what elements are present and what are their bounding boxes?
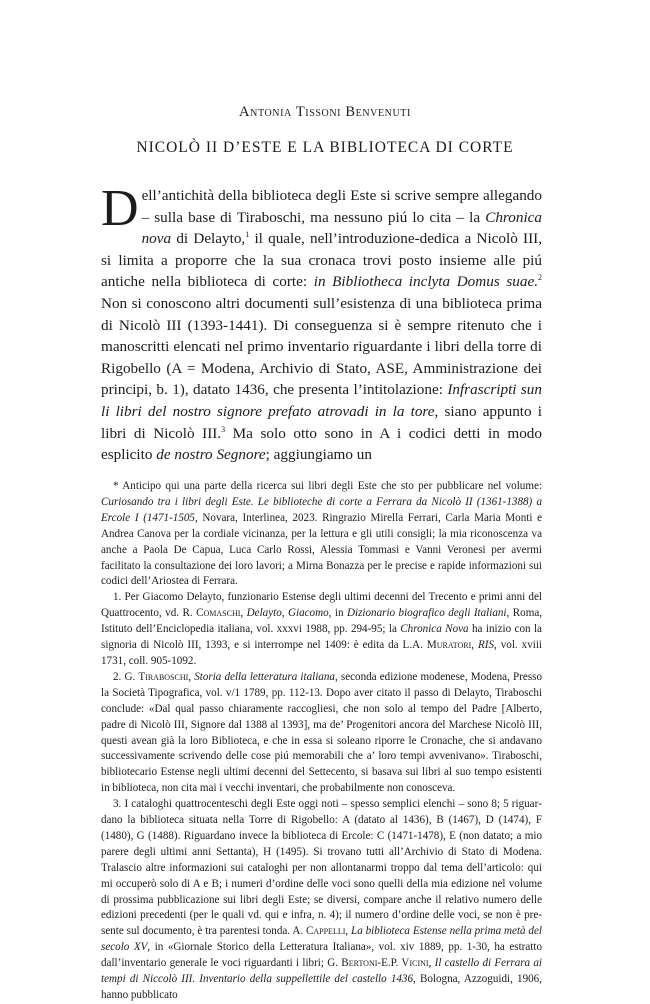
footnote-author: Comaschi <box>196 607 241 620</box>
footnotes <box>101 479 542 1004</box>
body-italic-segment: Infrascripti sun li libri del nostro signore prefato atrovadi in la tore, <box>101 381 542 420</box>
footnote-text: * Anticipo qui una parte della ricerca sui libri degli Este che sto per pubblicare nel volume: <box>113 480 542 492</box>
footnote-italic: RIS <box>477 639 495 652</box>
body-italic-segment: in Bibliotheca inclyta Domus suae. <box>313 273 539 291</box>
footnote-text: 2. G. <box>113 670 139 683</box>
footnote-star <box>101 479 542 590</box>
footnote-italic: Storia della letteratura italiana <box>194 670 335 683</box>
body-text-segment: ; aggiungiamo un <box>265 446 372 464</box>
body-italic-segment: de nostro Segnore <box>156 446 266 464</box>
author-name: Antonia Tissoni Benvenuti <box>239 104 411 120</box>
footnote-text: , Bologna, Azzoguidi, 1906, hanno pubblicato <box>101 973 542 1001</box>
article-title: NICOLÒ II D’ESTE E LA BIBLIOTECA DI CORTE <box>136 139 514 156</box>
body-text-segment: siano appunto i libri di Nicolò III. <box>101 402 542 442</box>
footnote-2 <box>101 670 542 797</box>
footnote-text: 3. I cataloghi quattrocenteschi degli Este oggi noti – spesso semplici elenchi – sono 8; 5 riguardano la biblioteca situata nella Torre di Rigobello: A (datato al 1436), B (1467), D (1474), F (1480), G (1488). Riguardano invece la biblioteca di Ercole: C (1471-1478), E (non datato; a mio parere degli ultimi anni Settanta), H (1495). Si trovano tutti all’Archivio di Stato di Modena. Tralascio altre informazioni sui cataloghi per non allontanarmi troppo dal tema dell’articolo: qui mi occuperò solo di A e B; i numeri d’ordine delle voci sono quelli della mia edizione nel volume di prossima pubblicazione sui libri degli Este; se diversi, compare anche il relativo numero delle edizioni precedenti (per le quali vd. qui e infra, n. 4); il numero d’ordine delle voci, se non è presente sul documento, è tra parentesi tonda. A. <box>101 798 542 938</box>
footnote-text: , <box>428 957 435 970</box>
main-paragraph <box>101 180 543 466</box>
drop-cap: D <box>101 180 139 237</box>
footnote-italic: La biblioteca Estense nella prima metà del secolo XV <box>101 925 542 954</box>
body-text-segment: il quale, nell’introduzione-dedica a Nicolò III, si limita a proporre che la sua cronaca trovi posto insieme alle piú antiche nella biblioteca di corte: <box>101 230 543 291</box>
footnote-author: Muratori <box>426 639 472 652</box>
footnote-text: , <box>345 925 352 938</box>
footnote-text: , <box>188 670 195 683</box>
footnote-italic: Dizionario biografico degli Italiani <box>347 607 507 620</box>
footnote-text: , in <box>328 607 347 620</box>
footnote-author: Bertoni-E.P. Vicini <box>341 957 429 970</box>
footnote-text: , vol. xviii 1731, coll. 905-1092. <box>101 639 542 667</box>
footnote-text: , Roma, Istituto dell’Enciclopedia italiana, vol. xxxvi 1988, pp. 294-95; la <box>101 607 543 636</box>
body-italic-segment: Chronica nova <box>141 208 542 248</box>
footnote-ref-3[interactable]: 3 <box>221 424 226 434</box>
footnote-1 <box>101 590 542 670</box>
body-text-segment: Non si conoscono altri documenti sull’esistenza di una biblioteca prima di Nicolò III (1393-1441). Di conseguenza si è sempre ritenuto che i manoscritti elencati nel primo inventario riguardante i libri della torre di Rigobello (A = Modena, Archivio di Stato, ASE, Amministrazione dei principi, b. 1), datato 1436, che presenta l’intitolazione: <box>101 294 542 399</box>
footnote-italic: Chronica Nova <box>400 623 469 636</box>
footnote-text: , seconda edizione modenese, Modena, Presso la Società Tipografica, vol. v/1 1789, pp. 112-13. Dopo aver citato il passo di Delayto, Tiraboschi conclude: «Dal qual passo chiaramente raccogliesi, che non solo al tempo del Padre [Alberto, padre di Nicolò III, Signore dal 1388 al 1393], ma de’ Progenitori ancora del Marchese Nicolò III, questi avean già la loro Biblioteca, e che in essa si soleano riporre le Cronache, che si andavano successivamente scrivendo delle cose piú memorabili che a’ loro tempi avvenivano». Tiraboschi, bibliotecario Estense negli ultimi decenni del Settecento, si basava sui libri al suo tempo esistenti in biblioteca, non cita mai i vecchi inventari, che probabilmente non conosceva. <box>101 670 542 795</box>
footnote-text: , in «Giornale Storico della Letteratura Italiana», vol. xiv 1889, pp. 1-30, ha estratto dall’inventario generale le voci riguardanti i libri; G. <box>101 941 542 970</box>
footnote-text: , <box>240 607 247 620</box>
footnote-author: Tiraboschi <box>138 670 189 683</box>
footnote-italic: Delayto, Giacomo <box>246 607 329 620</box>
footnote-text: , <box>471 639 478 652</box>
footnote-italic: Curiosando tra i libri degli Este. Le biblioteche di corte a Ferrara da Nicolò II (1361-1388) a Ercole I (1471-1505, <box>101 495 542 524</box>
footnote-3 <box>101 797 542 1004</box>
footnote-text: ha inizio con la signoria di Nicolò III, 1393, e si interrompe nel 1409: è edita da L.A. <box>101 623 542 652</box>
body-text-segment: ell’antichità della biblioteca degli Este si scrive sempre allegando – sulla base di Tiraboschi, ma nessuno piú lo cita – la <box>141 187 542 226</box>
footnote-text: 1. Per Giacomo Delayto, funzionario Estense degli ultimi decenni del Trecento e primi anni del Quattrocento, vd. R. <box>101 591 542 620</box>
footnote-text: Novara, Interlinea, 2023. Ringrazio Mirella Ferrari, Carla Maria Monti e Andrea Canova per la cordiale vicinanza, per la lettura e gli utili consigli; la mia riconoscenza va anche a Paola De Capua, Luca Carlo Rossi, Alessia Tommasi e Vanni Veronesi per avermi facilitato la consultazione dei loro lavori; a Mirna Bonazza per le precise e rapide informazioni sui codici dell’Ariostea di Ferrara. <box>101 511 542 588</box>
footnote-ref-1[interactable]: 1 <box>245 230 250 240</box>
footnote-author: Cappelli <box>305 925 346 938</box>
body-text-segment: Ma solo otto sono in A i codici detti in modo esplicito <box>101 424 542 464</box>
footnote-ref-2[interactable]: 2 <box>538 273 543 283</box>
body-text-segment: di Delayto, <box>171 230 246 248</box>
footnote-italic: Il castello di Ferrara ai tempi di Niccolò III. Inventario della suppellettile del castello 1436 <box>101 957 543 986</box>
